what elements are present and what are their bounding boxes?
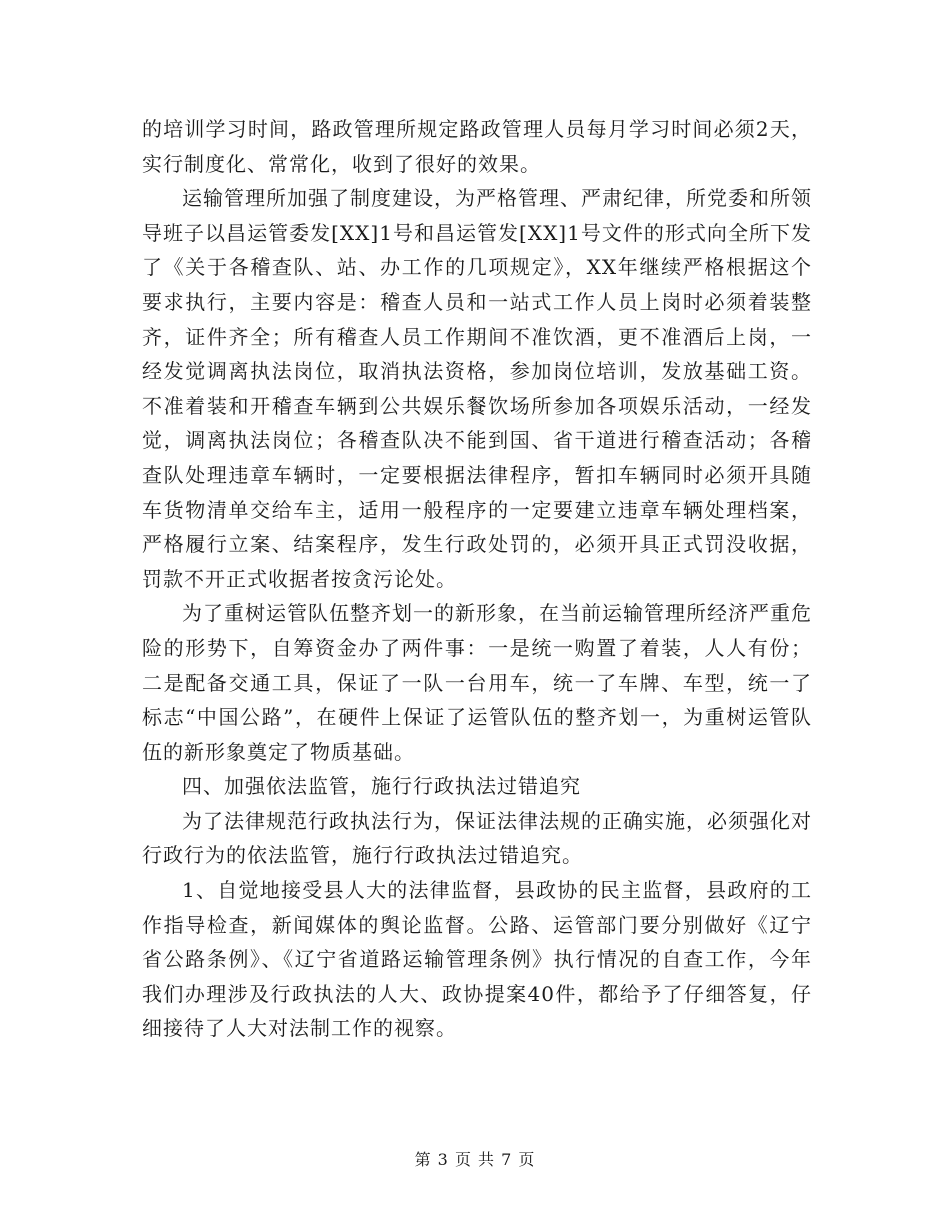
paragraph-item-1: 1、自觉地接受县人大的法律监督，县政协的民主监督，县政府的工作指导检查，新闻媒体的舆论监督。公路、运管部门要分别做好《辽宁省公路条例》、《辽宁省道路运输管理条例》执行情况的自查工作，今年我们办理涉及行政执法的人大、政协提案40件，都给予了仔细答复，仔细接待了人大对法制工作的视察。 bbox=[142, 878, 812, 1041]
paragraph-new-image: 为了重树运管队伍整齐划一的新形象，在当前运输管理所经济严重危险的形势下，自筹资金办了两件事：一是统一购置了着装，人人有份；二是配备交通工具，保证了一队一台用车，统一了车牌、车型，统一了标志“中国公路”，在硬件上保证了运管队伍的整齐划一，为重树运管队伍的新形象奠定了物质基础。 bbox=[142, 601, 812, 764]
document-body bbox=[142, 112, 812, 1046]
paragraph-system-building: 运输管理所加强了制度建设，为严格管理、严肃纪律，所党委和所领导班子以昌运管委发[XX]1号和昌运管发[XX]1号文件的形式向全所下发了《关于各稽查队、站、办工作的几项规定》，XX年继续严格根据这个要求执行，主要内容是：稽查人员和一站式工作人员上岗时必须着装整齐，证件齐全；所有稽查人员工作期间不准饮酒，更不准酒后上岗，一经发觉调离执法岗位，取消执法资格，参加岗位培训，发放基础工资。不准着装和开稽查车辆到公共娱乐餐饮场所参加各项娱乐活动，一经发觉，调离执法岗位；各稽查队决不能到国、省干道进行稽查活动；各稽查队处理违章车辆时，一定要根据法律程序，暂扣车辆同时必须开具随车货物清单交给车主，适用一般程序的一定要建立违章车辆处理档案，严格履行立案、结案程序，发生行政处罚的，必须开具正式罚没收据，罚款不开正式收据者按贪污论处。 bbox=[142, 186, 812, 591]
paragraph-supervision-intro: 为了法律规范行政执法行为，保证法律法规的正确实施，必须强化对行政行为的依法监管，施行行政执法过错追究。 bbox=[142, 808, 812, 868]
section-heading: 四、加强依法监管，施行行政执法过错追究 bbox=[182, 774, 581, 799]
page-number-footer: 第 3 页 共 7 页 bbox=[414, 1150, 536, 1169]
paragraph-continued: 的培训学习时间，路政管理所规定路政管理人员每月学习时间必须2天，实行制度化、常常化，收到了很好的效果。 bbox=[142, 117, 812, 176]
